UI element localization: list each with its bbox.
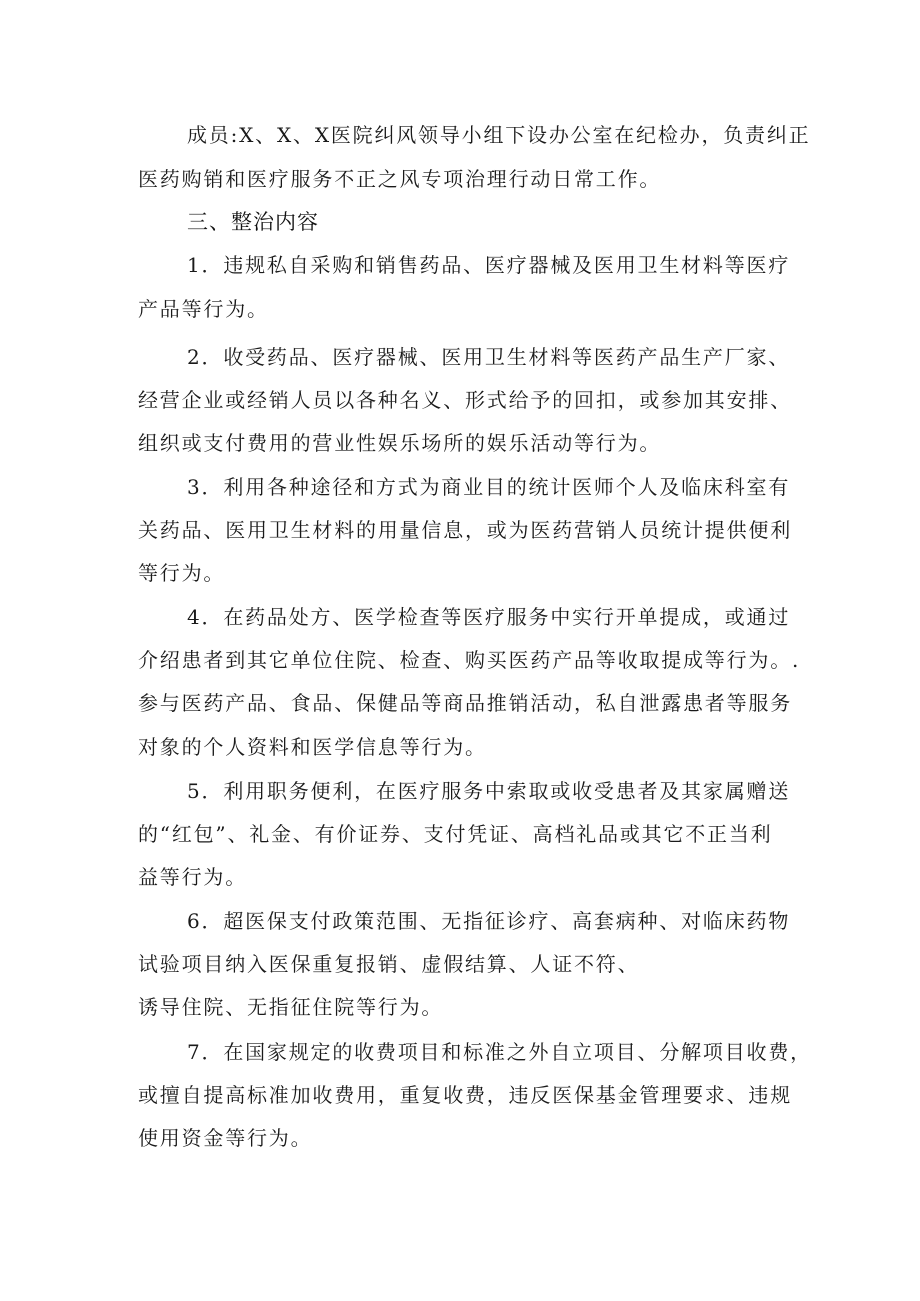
- item-3-line-1: 3．利用各种途径和方式为商业目的统计医师个人及临床科室有: [187, 475, 791, 499]
- item-6-line-2: 试验项目纳入医保重复报销、虚假结算、人证不符、: [138, 952, 640, 976]
- item-2-line-1: 2．收受药品、医疗器械、医用卫生材料等医药产品生产厂家、: [187, 345, 791, 369]
- item-2-line-3: 组织或支付费用的营业性娱乐场所的娱乐活动等行为。: [138, 431, 662, 455]
- item-3-line-2: 关药品、医用卫生材料的用量信息，或为医药营销人员统计提供便利: [138, 518, 792, 542]
- item-1-line-1: 1．违规私自采购和销售药品、医疗器械及医用卫生材料等医疗: [187, 253, 791, 277]
- item-7-line-3: 使用资金等行为。: [138, 1126, 313, 1150]
- item-7-line-2: 或擅自提高标准加收费用，重复收费，违反医保基金管理要求、违规: [138, 1083, 792, 1107]
- item-4-line-3: 参与医药产品、食品、保健品等商品推销活动，私自泄露患者等服务: [138, 691, 792, 715]
- item-4-line-2: 介绍患者到其它单位住院、检查、购买医药产品等收取提成等行为。.: [138, 648, 801, 672]
- members-line-1: 成员:X、X、X医院纠风领导小组下设办公室在纪检办，负责纠正: [187, 123, 811, 147]
- item-2-line-2: 经营企业或经销人员以各种名义、形式给予的回扣，或参加其安排、: [138, 388, 792, 412]
- item-4-line-1: 4．在药品处方、医学检查等医疗服务中实行开单提成，或通过: [187, 605, 791, 629]
- item-5-line-3: 益等行为。: [138, 865, 247, 889]
- item-5-line-2: 的“红包”、礼金、有价证券、支付凭证、高档礼品或其它不正当利: [138, 822, 773, 846]
- item-3-line-3: 等行为。: [138, 561, 226, 585]
- item-4-line-4: 对象的个人资料和医学信息等行为。: [138, 735, 487, 759]
- item-5-line-1: 5．利用职务便利，在医疗服务中索取或收受患者及其家属赠送: [187, 779, 791, 803]
- item-6-line-1: 6．超医保支付政策范围、无指征诊疗、高套病种、对临床药物: [187, 909, 791, 933]
- item-7-line-1: 7．在国家规定的收费项目和标准之外自立项目、分解项目收费，: [187, 1040, 812, 1064]
- item-6-line-3: 诱导住院、无指征住院等行为。: [138, 995, 444, 1019]
- item-1-line-2: 产品等行为。: [138, 297, 269, 321]
- section-heading: 三、整治内容: [187, 210, 319, 234]
- members-line-2: 医药购销和医疗服务不正之风专项治理行动日常工作。: [138, 167, 662, 191]
